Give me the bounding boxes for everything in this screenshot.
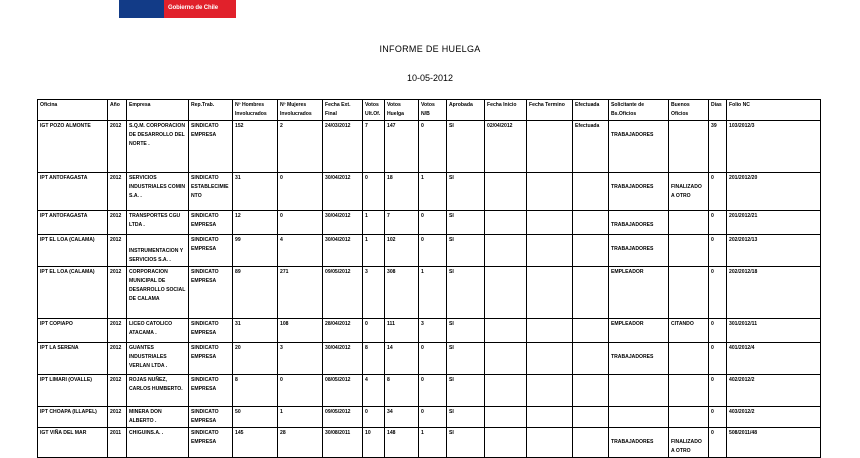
table-cell bbox=[527, 267, 573, 319]
table-cell bbox=[573, 319, 609, 343]
table-cell: 0 bbox=[709, 407, 727, 428]
table-cell: 89 bbox=[233, 267, 278, 319]
table-cell: IPT EL LOA (CALAMA) bbox=[38, 235, 108, 267]
table-cell bbox=[669, 235, 709, 267]
table-cell: LICEO CATOLICO ATACAMA . bbox=[127, 319, 189, 343]
table-cell: 14 bbox=[385, 343, 419, 375]
table-cell: FINALIZADO A OTRO bbox=[669, 428, 709, 458]
table-cell: 0 bbox=[419, 375, 447, 407]
table-cell: SI bbox=[447, 375, 485, 407]
table-cell: 0 bbox=[419, 235, 447, 267]
table-cell bbox=[573, 211, 609, 235]
table-cell bbox=[527, 173, 573, 211]
column-header: Folio NC bbox=[727, 100, 821, 121]
table-row bbox=[38, 121, 821, 173]
table-cell: 4 bbox=[278, 235, 323, 267]
table-cell bbox=[485, 407, 527, 428]
table-cell: CORPORACION MUNICIPAL DE DESARROLLO SOCIAL DE CALAMA bbox=[127, 267, 189, 319]
table-cell: 8 bbox=[363, 343, 385, 375]
table-cell: 2012 bbox=[108, 267, 127, 319]
table-cell: IGT VIÑA DEL MAR bbox=[38, 428, 108, 458]
table-cell: 2012 bbox=[108, 375, 127, 407]
table-cell bbox=[485, 267, 527, 319]
table-cell: IPT EL LOA (CALAMA) bbox=[38, 267, 108, 319]
table-cell bbox=[527, 235, 573, 267]
table-cell: EMPLEADOR bbox=[609, 267, 669, 319]
column-header: Empresa bbox=[127, 100, 189, 121]
table-cell: 145 bbox=[233, 428, 278, 458]
table-cell bbox=[527, 375, 573, 407]
table-cell: 02/04/2012 bbox=[485, 121, 527, 173]
table-cell: 2012 bbox=[108, 211, 127, 235]
table-cell: 8 bbox=[385, 375, 419, 407]
table-cell: 2012 bbox=[108, 235, 127, 267]
table-cell: 0 bbox=[419, 343, 447, 375]
table-cell: 202/2012/18 bbox=[727, 267, 821, 319]
table-cell bbox=[485, 343, 527, 375]
column-header: Fecha Inicio bbox=[485, 100, 527, 121]
table-cell: 0 bbox=[709, 319, 727, 343]
report-title: INFORME DE HUELGA bbox=[379, 44, 481, 54]
table-cell: SI bbox=[447, 428, 485, 458]
table-cell: 7 bbox=[363, 121, 385, 173]
table-cell bbox=[669, 407, 709, 428]
table-cell: 2012 bbox=[108, 319, 127, 343]
table-row bbox=[38, 173, 821, 211]
table-cell: 1 bbox=[278, 407, 323, 428]
column-header: Días bbox=[709, 100, 727, 121]
table-body bbox=[38, 121, 821, 458]
table-cell: INSTRUMENTACION Y SERVICIOS S.A. . bbox=[127, 235, 189, 267]
table-cell: SINDICATO EMPRESA bbox=[189, 211, 233, 235]
table-cell: GUANTES INDUSTRIALES VERLAN LTDA . bbox=[127, 343, 189, 375]
table-cell: TRABAJADORES bbox=[609, 173, 669, 211]
table-cell: EMPLEADOR bbox=[609, 319, 669, 343]
table-cell: 0 bbox=[419, 211, 447, 235]
table-cell: SI bbox=[447, 343, 485, 375]
table-cell bbox=[485, 375, 527, 407]
column-header: Nº Mujeres Involucrados bbox=[278, 100, 323, 121]
table-cell: 1 bbox=[363, 235, 385, 267]
table-cell bbox=[669, 121, 709, 173]
table-cell bbox=[527, 211, 573, 235]
table-cell: 31 bbox=[233, 319, 278, 343]
column-header: Fecha Termino bbox=[527, 100, 573, 121]
table-cell: 30/04/2012 bbox=[323, 211, 363, 235]
table-cell bbox=[669, 375, 709, 407]
strike-report-table bbox=[37, 99, 821, 458]
table-cell: 0 bbox=[419, 121, 447, 173]
table-cell: SI bbox=[447, 211, 485, 235]
table-cell: 0 bbox=[278, 375, 323, 407]
table-cell: 0 bbox=[278, 211, 323, 235]
gobierno-logo bbox=[119, 0, 236, 18]
table-cell: 2 bbox=[278, 121, 323, 173]
table-cell: IPT CHOAPA (ILLAPEL) bbox=[38, 407, 108, 428]
table-row bbox=[38, 211, 821, 235]
table-cell: IPT LA SERENA bbox=[38, 343, 108, 375]
table-cell: SINDICATO EMPRESA bbox=[189, 428, 233, 458]
table-cell: 102 bbox=[385, 235, 419, 267]
table-cell: 0 bbox=[363, 173, 385, 211]
table-cell bbox=[485, 211, 527, 235]
table-cell bbox=[573, 343, 609, 375]
table-cell: SI bbox=[447, 267, 485, 319]
table-cell bbox=[573, 428, 609, 458]
table-cell: 7 bbox=[385, 211, 419, 235]
table-row bbox=[38, 375, 821, 407]
table-cell: 3 bbox=[363, 267, 385, 319]
table-cell: MINERA DON ALBERTO . bbox=[127, 407, 189, 428]
column-header: Fecha Ext. Final bbox=[323, 100, 363, 121]
table-cell: SINDICATO EMPRESA bbox=[189, 407, 233, 428]
column-header: Votos Huelga bbox=[385, 100, 419, 121]
table-cell: 09/05/2012 bbox=[323, 407, 363, 428]
table-cell bbox=[573, 235, 609, 267]
table-cell: 103/2012/3 bbox=[727, 121, 821, 173]
table-cell: 0 bbox=[709, 428, 727, 458]
table-cell: 402/2012/2 bbox=[727, 375, 821, 407]
table-cell: 30/08/2011 bbox=[323, 428, 363, 458]
logo-text: Gobierno de Chile bbox=[168, 5, 218, 11]
table-cell: 0 bbox=[709, 211, 727, 235]
table-cell bbox=[485, 319, 527, 343]
table-cell: SI bbox=[447, 235, 485, 267]
table-cell: 201/2012/21 bbox=[727, 211, 821, 235]
table-cell: ROJAS NUÑEZ, CARLOS HUMBERTO. bbox=[127, 375, 189, 407]
table-row bbox=[38, 319, 821, 343]
table-cell: 201/2012/20 bbox=[727, 173, 821, 211]
table-cell: TRABAJADORES bbox=[609, 235, 669, 267]
table-cell: 99 bbox=[233, 235, 278, 267]
table-cell: 1 bbox=[419, 428, 447, 458]
column-header: Año bbox=[108, 100, 127, 121]
table-cell: SI bbox=[447, 173, 485, 211]
column-header: Votos Ult.Of. bbox=[363, 100, 385, 121]
table-cell: 31 bbox=[233, 173, 278, 211]
table-cell bbox=[573, 407, 609, 428]
column-header: Buenos Oficios bbox=[669, 100, 709, 121]
column-header: Oficina bbox=[38, 100, 108, 121]
logo-blue-block bbox=[119, 0, 164, 18]
table-cell: 0 bbox=[419, 407, 447, 428]
table-cell: 1 bbox=[419, 267, 447, 319]
table-header-row bbox=[38, 100, 821, 121]
table-cell bbox=[527, 319, 573, 343]
table-cell: 1 bbox=[419, 173, 447, 211]
column-header: Solicitante de Bs.Oficios bbox=[609, 100, 669, 121]
table-cell: 403/2012/2 bbox=[727, 407, 821, 428]
table-cell: IGT POZO ALMONTE bbox=[38, 121, 108, 173]
table-cell: SINDICATO EMPRESA bbox=[189, 235, 233, 267]
column-header: Votos N/B bbox=[419, 100, 447, 121]
table-cell: 1 bbox=[363, 211, 385, 235]
table-cell: 30/04/2012 bbox=[323, 173, 363, 211]
table-cell: 10 bbox=[363, 428, 385, 458]
table-cell bbox=[573, 173, 609, 211]
table-cell: 0 bbox=[709, 375, 727, 407]
table-cell: 0 bbox=[709, 235, 727, 267]
table-cell: 34 bbox=[385, 407, 419, 428]
table-cell: 401/2012/4 bbox=[727, 343, 821, 375]
table-cell: 50 bbox=[233, 407, 278, 428]
table-cell bbox=[485, 235, 527, 267]
table-cell: SINDICATO ESTABLECIMIENTO bbox=[189, 173, 233, 211]
table-row bbox=[38, 267, 821, 319]
table-cell: 152 bbox=[233, 121, 278, 173]
table-cell: 2011 bbox=[108, 428, 127, 458]
table-cell: 301/2012/11 bbox=[727, 319, 821, 343]
table-cell: 8 bbox=[233, 375, 278, 407]
table-cell bbox=[527, 428, 573, 458]
table-cell: 147 bbox=[385, 121, 419, 173]
table-cell: TRANSPORTES CGU LTDA . bbox=[127, 211, 189, 235]
table-cell: 20 bbox=[233, 343, 278, 375]
table-cell: 308 bbox=[385, 267, 419, 319]
table-cell: IPT ANTOFAGASTA bbox=[38, 211, 108, 235]
table-cell: 111 bbox=[385, 319, 419, 343]
table-cell: TRABAJADORES bbox=[609, 428, 669, 458]
table-cell: IPT ANTOFAGASTA bbox=[38, 173, 108, 211]
table-row bbox=[38, 428, 821, 458]
table-cell bbox=[669, 343, 709, 375]
table-cell: TRABAJADORES bbox=[609, 121, 669, 173]
table-cell: SINDICATO EMPRESA bbox=[189, 121, 233, 173]
table-cell: SINDICATO EMPRESA bbox=[189, 343, 233, 375]
table-cell: 0 bbox=[709, 343, 727, 375]
table-cell: 24/03/2012 bbox=[323, 121, 363, 173]
table-cell: 28/04/2012 bbox=[323, 319, 363, 343]
table-cell: 0 bbox=[278, 173, 323, 211]
table-cell: TRABAJADORES bbox=[609, 343, 669, 375]
table-cell: 2012 bbox=[108, 121, 127, 173]
table-cell: SI bbox=[447, 407, 485, 428]
table-row bbox=[38, 407, 821, 428]
table-cell bbox=[485, 173, 527, 211]
table-cell: SINDICATO EMPRESA bbox=[189, 267, 233, 319]
table-cell bbox=[669, 211, 709, 235]
table-cell bbox=[609, 407, 669, 428]
table-cell: 0 bbox=[363, 319, 385, 343]
table-cell: 108 bbox=[278, 319, 323, 343]
table-cell bbox=[527, 407, 573, 428]
table-cell: 39 bbox=[709, 121, 727, 173]
table-cell: TRABAJADORES bbox=[609, 211, 669, 235]
table-cell bbox=[669, 267, 709, 319]
table-cell: FINALIZADO A OTRO bbox=[669, 173, 709, 211]
table-cell: 3 bbox=[419, 319, 447, 343]
table-cell: 0 bbox=[709, 173, 727, 211]
table-cell: Efectuada bbox=[573, 121, 609, 173]
table-cell: CHIGUINS.A. . bbox=[127, 428, 189, 458]
table-cell: 18 bbox=[385, 173, 419, 211]
table-cell: IPT LIMARI (OVALLE) bbox=[38, 375, 108, 407]
table-cell: 2012 bbox=[108, 173, 127, 211]
table-cell: 2012 bbox=[108, 407, 127, 428]
table-cell: SI bbox=[447, 319, 485, 343]
column-header: Aprobada bbox=[447, 100, 485, 121]
table-row bbox=[38, 235, 821, 267]
table-cell: IPT COPIAPO bbox=[38, 319, 108, 343]
table-cell: SINDICATO EMPRESA bbox=[189, 375, 233, 407]
table-cell: 30/04/2012 bbox=[323, 343, 363, 375]
table-cell bbox=[527, 121, 573, 173]
table-cell: 0 bbox=[709, 267, 727, 319]
report-date: 10-05-2012 bbox=[406, 73, 454, 83]
column-header: Nº Hombres Involucrados bbox=[233, 100, 278, 121]
column-header: Efectuada bbox=[573, 100, 609, 121]
table-cell: SI bbox=[447, 121, 485, 173]
table-cell: 271 bbox=[278, 267, 323, 319]
table-cell: 148 bbox=[385, 428, 419, 458]
table-cell: SINDICATO EMPRESA bbox=[189, 319, 233, 343]
table-cell: 3 bbox=[278, 343, 323, 375]
table-row bbox=[38, 343, 821, 375]
table-cell bbox=[527, 343, 573, 375]
table-cell bbox=[573, 375, 609, 407]
table-cell bbox=[485, 428, 527, 458]
table-cell bbox=[573, 267, 609, 319]
table-cell: 28 bbox=[278, 428, 323, 458]
table-cell bbox=[609, 375, 669, 407]
table-cell: 09/05/2012 bbox=[323, 267, 363, 319]
column-header: Rep.Trab. bbox=[189, 100, 233, 121]
table-cell: 08/05/2012 bbox=[323, 375, 363, 407]
table-cell: S.Q.M. CORPORACION DE DESARROLLO DEL NORTE . bbox=[127, 121, 189, 173]
table-cell: 12 bbox=[233, 211, 278, 235]
table-cell: 508/2011/48 bbox=[727, 428, 821, 458]
table-cell: SERVICIOS INDUSTRIALES COMIN S.A. . bbox=[127, 173, 189, 211]
table-cell: 4 bbox=[363, 375, 385, 407]
table-cell: 30/04/2012 bbox=[323, 235, 363, 267]
table-cell: 0 bbox=[363, 407, 385, 428]
table-cell: 202/2012/13 bbox=[727, 235, 821, 267]
table-cell: CITANDO bbox=[669, 319, 709, 343]
table-cell: 2012 bbox=[108, 343, 127, 375]
